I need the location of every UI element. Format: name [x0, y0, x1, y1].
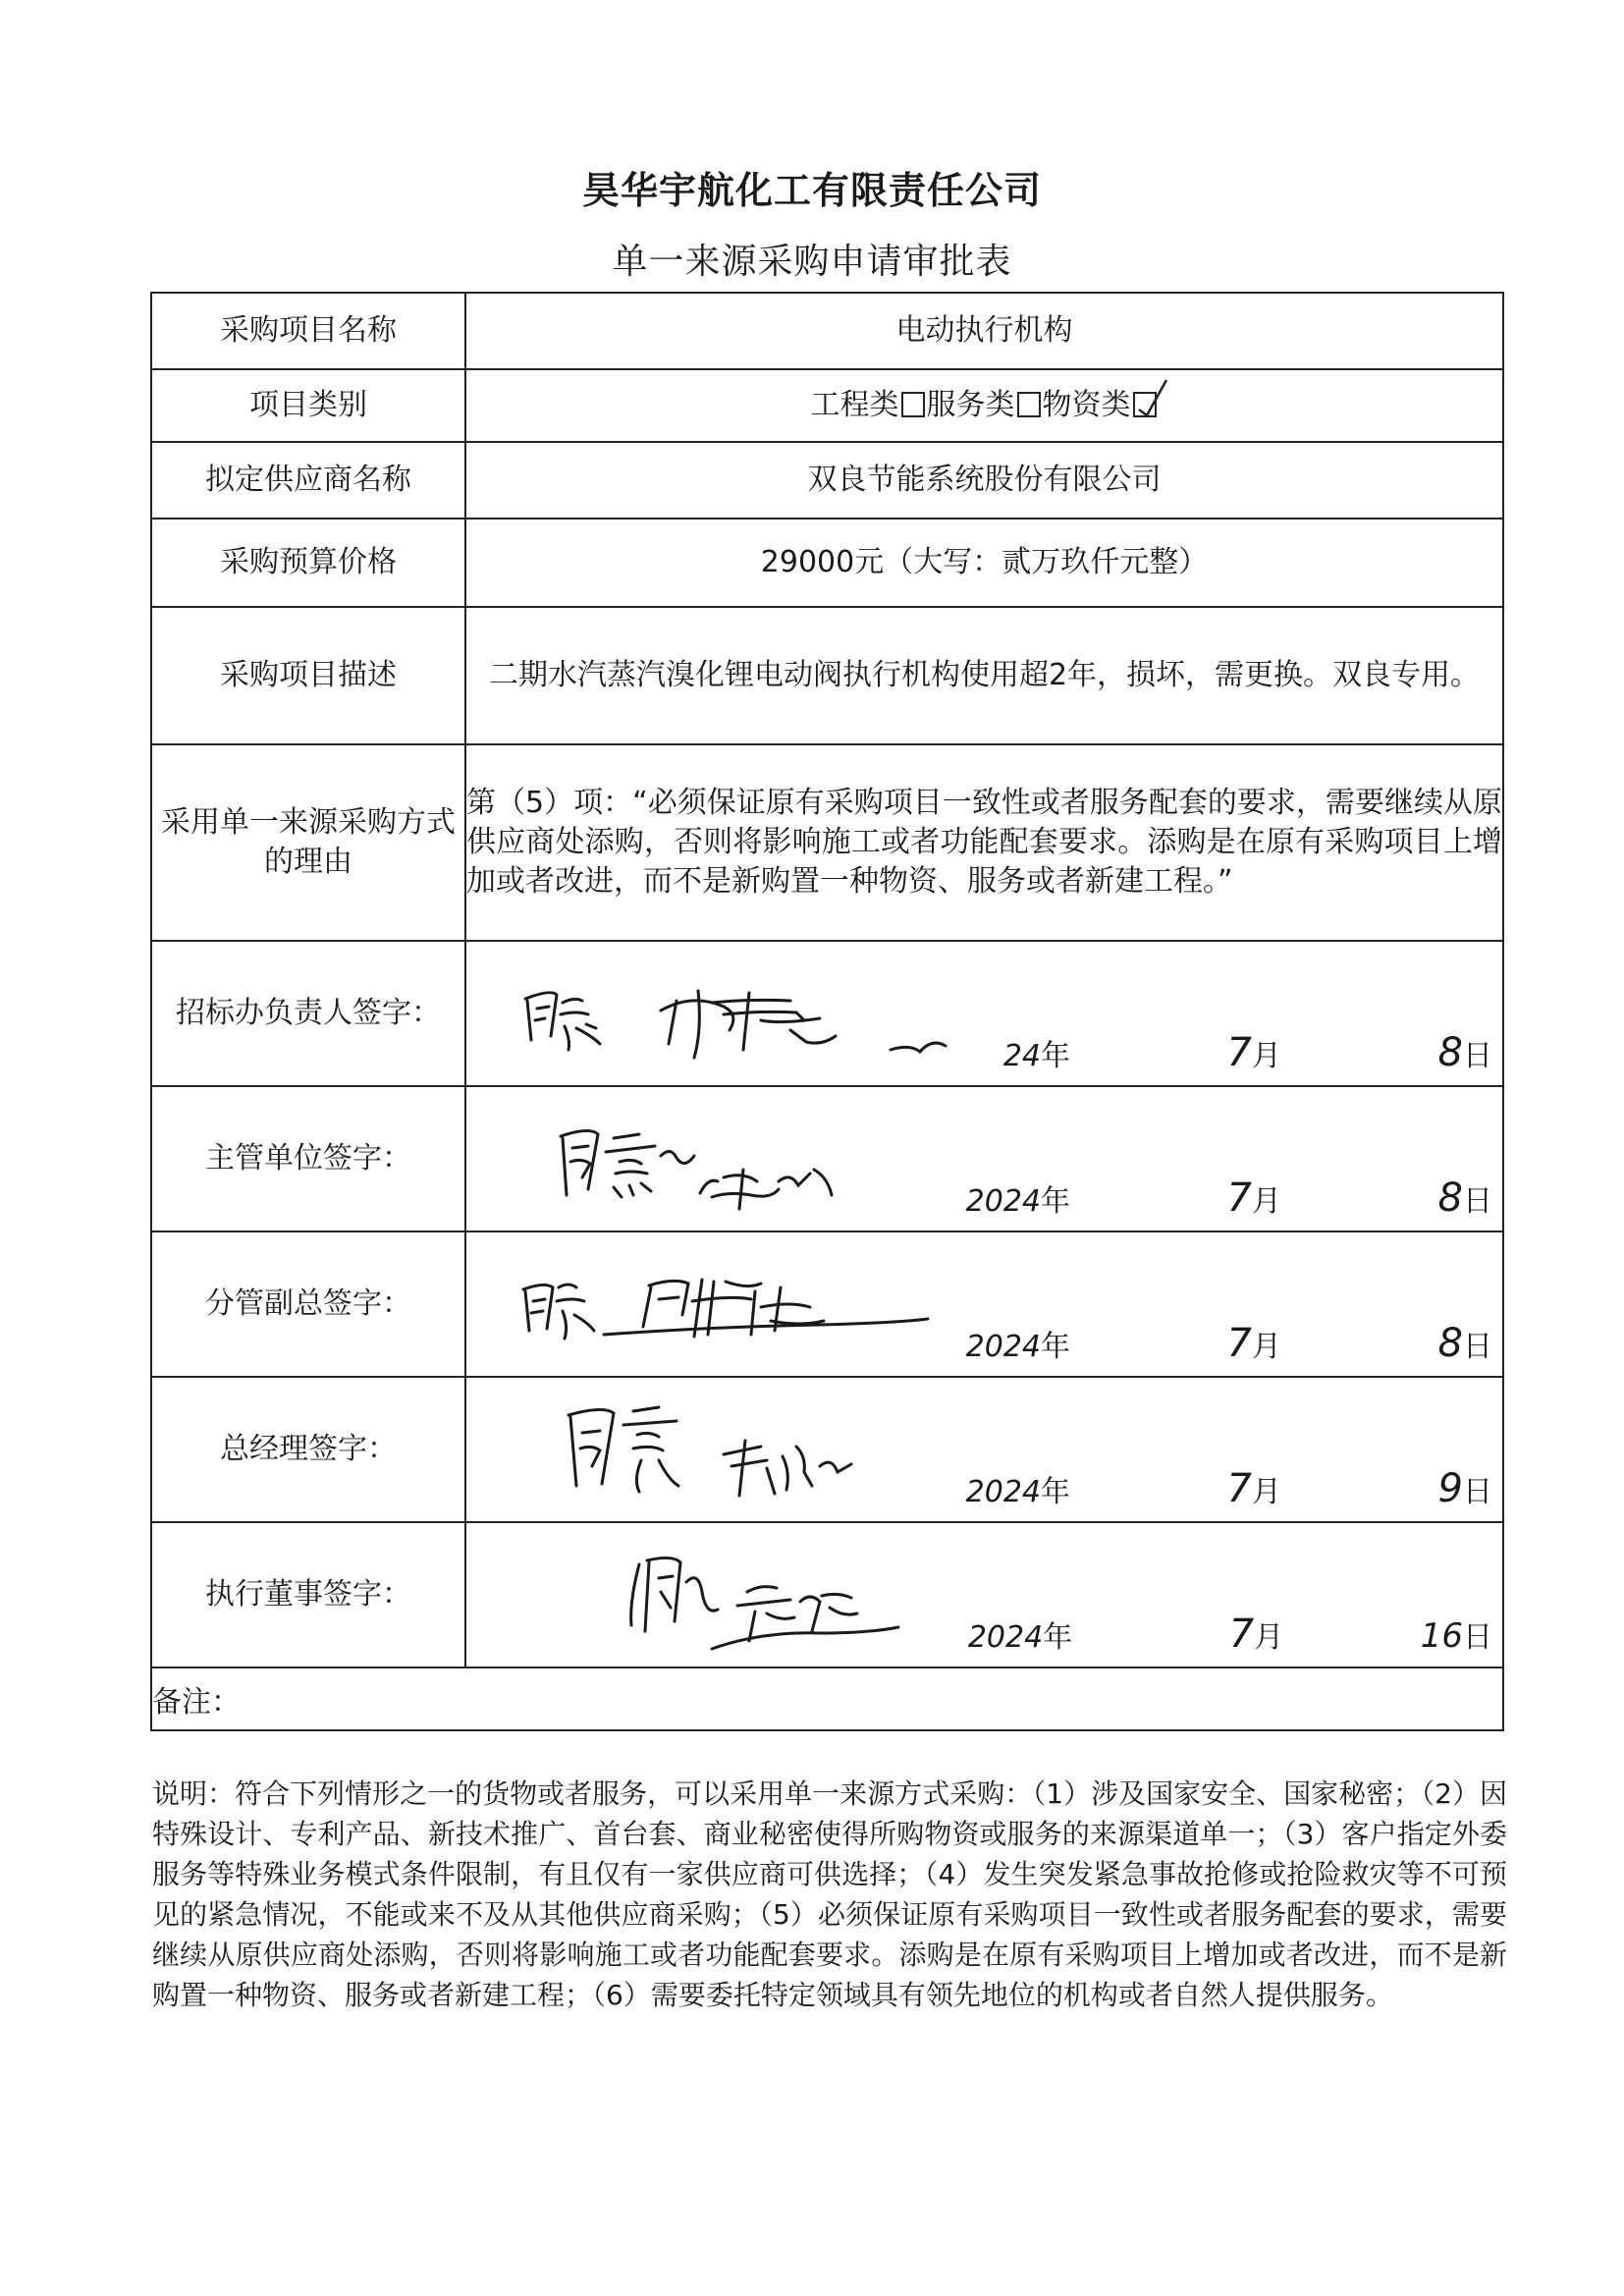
- signature-year: 2024: [965, 1475, 1041, 1509]
- signature-label-supervisor: 主管单位签字：: [151, 1086, 465, 1231]
- row-remark: [151, 1667, 1503, 1730]
- year-unit: 年: [1041, 1184, 1070, 1219]
- signature-cell-vice-president: [465, 1231, 1503, 1377]
- year-unit: 年: [1041, 1039, 1070, 1073]
- month-unit: 月: [1252, 1475, 1281, 1509]
- category-option-goods: 物资类: [1042, 388, 1131, 422]
- year-unit: 年: [1043, 1620, 1073, 1655]
- signature-month: 7: [1226, 1030, 1252, 1075]
- row-budget: [151, 519, 1503, 607]
- signature-month: 7: [1226, 1175, 1252, 1221]
- form-title: 单一来源采购申请审批表: [612, 242, 1012, 282]
- signature-date-bidding-office: [1003, 1030, 1492, 1075]
- row-signature-vice-president: [151, 1231, 1503, 1377]
- category-option-service: 服务类: [926, 388, 1015, 422]
- day-unit: 日: [1463, 1475, 1492, 1509]
- row-signature-executive-director: [151, 1522, 1503, 1667]
- row-reason: [151, 744, 1503, 941]
- budget-value: 29000元（大写：贰万玖仟元整）: [465, 519, 1503, 607]
- row-signature-supervisor: [151, 1086, 1503, 1231]
- category-label: 项目类别: [151, 369, 465, 442]
- year-unit: 年: [1041, 1475, 1070, 1509]
- day-unit: 日: [1463, 1039, 1492, 1073]
- remark-label: 备注：: [151, 1667, 1503, 1730]
- category-option-engineering: 工程类: [810, 388, 899, 422]
- row-supplier: [151, 442, 1503, 519]
- supplier-label: 拟定供应商名称: [151, 442, 465, 519]
- signature-month: 7: [1226, 1466, 1252, 1511]
- checkmark-icon: [1133, 376, 1172, 419]
- explanatory-note: 说明：符合下列情形之一的货物或者服务，可以采用单一来源方式采购：（1）涉及国家安全、国家秘密；（2）因特殊设计、专利产品、新技术推广、首台套、商业秘密使得所购物资或服务的来源渠道单一；（3）客户指定外委服务等特殊业务模式条件限制，有且仅有一家供应商可供选择；（4）发生突发紧急事故抢修或抢险救灾等不可预见的紧急情况，不能或来不及从其他供应商采购；（5）必须保证原有采购项目一致性或者服务配套的要求，需要继续从原供应商处添购，否则将影响施工或者功能配套要求。添购是在原有采购项目上增加或者改进，而不是新购置一种物资、服务或者新建工程；（6）需要委托特定领域具有领先地位的机构或者自然人提供服务。: [152, 1777, 1507, 2011]
- signature-day: 16: [1420, 1616, 1463, 1656]
- signature-cell-general-manager: [465, 1377, 1503, 1522]
- signature-year: 2024: [967, 1620, 1044, 1655]
- checkbox-engineering: [901, 392, 925, 417]
- signature-date-general-manager: [966, 1466, 1492, 1511]
- checkbox-goods: [1133, 392, 1157, 417]
- signature-day: 8: [1437, 1321, 1463, 1366]
- company-name: 昊华宇航化工有限责任公司: [581, 169, 1042, 212]
- signature-label-bidding-office: 招标办负责人签字：: [151, 941, 465, 1086]
- day-unit: 日: [1463, 1184, 1492, 1219]
- signature-label-vice-president: 分管副总签字：: [151, 1231, 465, 1377]
- reason-value: 第（5）项：“必须保证原有采购项目一致性或者服务配套的要求，需要继续从原供应商处添购，否则将影响施工或者功能配套要求。添购是在原有采购项目上增加或者改进，而不是新购置一种物资、服务或者新建工程。”: [465, 744, 1503, 941]
- description-value: 二期水汽蒸汽溴化锂电动阀执行机构使用超2年，损坏，需更换。双良专用。: [465, 607, 1503, 744]
- row-project-name: [151, 293, 1503, 369]
- project-name-value: 电动执行机构: [465, 293, 1503, 369]
- signature-year: 24: [1002, 1039, 1041, 1073]
- description-label: 采购项目描述: [151, 607, 465, 744]
- signature-day: 8: [1437, 1030, 1463, 1075]
- month-unit: 月: [1252, 1184, 1281, 1219]
- supplier-value: 双良节能系统股份有限公司: [465, 442, 1503, 519]
- signature-month: 7: [1226, 1321, 1252, 1366]
- signature-date-supervisor: [966, 1175, 1492, 1221]
- signature-month: 7: [1228, 1612, 1255, 1657]
- row-signature-bidding-office: [151, 941, 1503, 1086]
- signature-label-general-manager: 总经理签字：: [151, 1377, 465, 1522]
- signature-date-vice-president: [966, 1321, 1492, 1366]
- signature-year: 2024: [965, 1330, 1041, 1364]
- year-unit: 年: [1041, 1330, 1070, 1364]
- row-signature-general-manager: [151, 1377, 1503, 1522]
- month-unit: 月: [1254, 1620, 1284, 1655]
- project-name-label: 采购项目名称: [151, 293, 465, 369]
- row-category: [151, 369, 1503, 442]
- signature-cell-bidding-office: [465, 941, 1503, 1086]
- signature-cell-executive-director: [465, 1522, 1503, 1667]
- category-options: [465, 369, 1503, 442]
- day-unit: 日: [1463, 1620, 1492, 1655]
- budget-label: 采购预算价格: [151, 519, 465, 607]
- signature-day: 8: [1437, 1175, 1463, 1221]
- signature-label-executive-director: 执行董事签字：: [151, 1522, 465, 1667]
- checkbox-service: [1017, 392, 1041, 417]
- signature-cell-supervisor: [465, 1086, 1503, 1231]
- signature-year: 2024: [965, 1184, 1041, 1219]
- approval-form-table: [150, 292, 1504, 1731]
- month-unit: 月: [1252, 1330, 1281, 1364]
- signature-day: 9: [1437, 1466, 1463, 1511]
- row-description: [151, 607, 1503, 744]
- reason-label: 采用单一来源采购方式的理由: [151, 744, 465, 941]
- month-unit: 月: [1252, 1039, 1281, 1073]
- signature-date-executive-director: [968, 1612, 1492, 1657]
- day-unit: 日: [1463, 1330, 1492, 1364]
